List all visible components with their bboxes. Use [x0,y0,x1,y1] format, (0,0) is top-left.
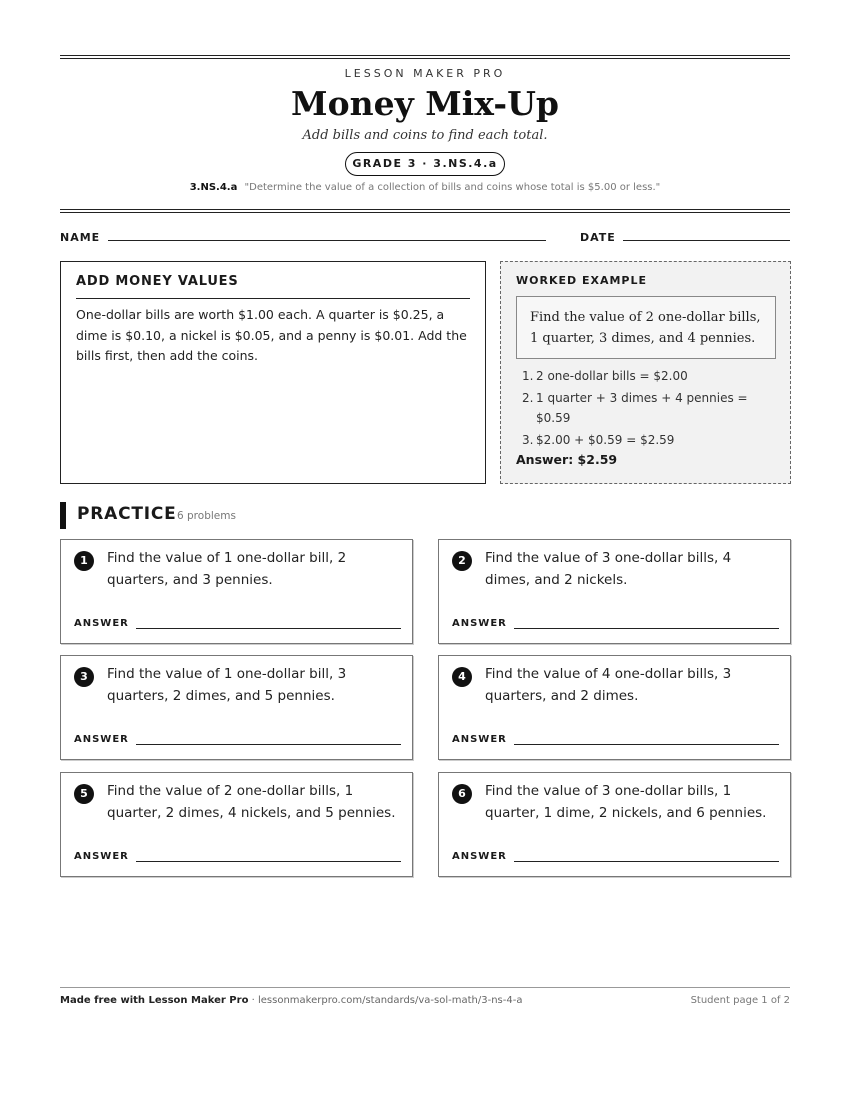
worked-example-question: Find the value of 2 one-dollar bills, 1 quarter, 3 dimes, and 4 pennies. [516,296,776,359]
problem-card [438,655,791,760]
footer-rule [60,987,790,988]
header-bottom-double-rule [60,209,790,213]
date-label: DATE [580,231,616,244]
answer-label: ANSWER [452,618,507,629]
worked-example-heading: WORKED EXAMPLE [516,274,647,287]
step-number: 3. [522,433,534,447]
info-box-divider [76,298,470,299]
answer-line[interactable] [514,628,779,629]
worked-example-answer: Answer: $2.59 [516,452,618,467]
problem-card [60,772,413,877]
problem-text: Find the value of 1 one-dollar bill, 2 quarters, and 3 pennies. [107,550,347,588]
page-title: Money Mix-Up [291,84,559,123]
footer-made-with: Made free with Lesson Maker Pro [60,995,249,1006]
standard-line [0,182,850,193]
problem-card [60,539,413,644]
worked-example-box [500,261,791,484]
step-text: 1 quarter + 3 dimes + 4 pennies = $0.59 [536,391,748,425]
answer-line[interactable] [136,628,401,629]
answer-line[interactable] [136,744,401,745]
date-field[interactable] [623,240,790,241]
worked-example-step [522,430,772,450]
brand-label: LESSON MAKER PRO [344,67,506,80]
practice-heading: PRACTICE [77,504,177,524]
step-text: 2 one-dollar bills = $2.00 [536,369,688,383]
problem-number-badge: 6 [452,784,472,804]
answer-line[interactable] [514,861,779,862]
worked-example-steps [522,366,772,452]
practice-count: 6 problems [177,510,236,522]
problem-text: Find the value of 3 one-dollar bills, 4 dimes, and 2 nickels. [485,550,732,588]
footer-url[interactable]: · lessonmakerpro.com/standards/va-sol-math/3-ns-4-a [251,995,523,1006]
worked-example-step [522,366,772,386]
standard-text: "Determine the value of a collection of bills and coins whose total is $5.00 or less." [244,182,661,193]
worked-example-step [522,388,772,428]
answer-label: ANSWER [74,734,129,745]
footer-page-number: Student page 1 of 2 [690,995,790,1006]
problem-card [60,655,413,760]
standard-code: 3.NS.4.a [189,182,238,193]
page-subtitle: Add bills and coins to find each total. [302,128,548,143]
top-double-rule [60,55,790,59]
step-number: 2. [522,391,534,405]
problem-text: Find the value of 1 one-dollar bill, 3 quarters, 2 dimes, and 5 pennies. [107,666,347,704]
answer-line[interactable] [136,861,401,862]
problem-text: Find the value of 3 one-dollar bills, 1 quarter, 1 dime, 2 nickels, and 6 pennies. [485,783,767,821]
name-field[interactable] [108,240,546,241]
problem-number-badge: 1 [74,551,94,571]
practice-accent-bar [60,502,66,529]
problem-number-badge: 4 [452,667,472,687]
problem-card [438,539,791,644]
problem-number-badge: 5 [74,784,94,804]
problem-number-badge: 2 [452,551,472,571]
step-number: 1. [522,369,534,383]
answer-label: ANSWER [74,618,129,629]
info-box-body: One-dollar bills are worth $1.00 each. A quarter is $0.25, a dime is $0.10, a nickel is $0.05, and a penny is $0.01. Add the bills first, then add the coins. [76,307,467,363]
problem-text: Find the value of 2 one-dollar bills, 1 quarter, 2 dimes, 4 nickels, and 5 pennies. [107,783,396,821]
answer-label: ANSWER [452,734,507,745]
problem-card [438,772,791,877]
info-box-heading: ADD MONEY VALUES [76,274,239,289]
answer-label: ANSWER [452,851,507,862]
problem-text: Find the value of 4 one-dollar bills, 3 quarters, and 2 dimes. [485,666,732,704]
info-box [60,261,486,484]
name-label: NAME [60,231,101,244]
grade-badge: GRADE 3 · 3.NS.4.a [345,152,505,176]
footer-credit [60,995,522,1006]
answer-line[interactable] [514,744,779,745]
problem-number-badge: 3 [74,667,94,687]
step-text: $2.00 + $0.59 = $2.59 [536,433,675,447]
answer-label: ANSWER [74,851,129,862]
